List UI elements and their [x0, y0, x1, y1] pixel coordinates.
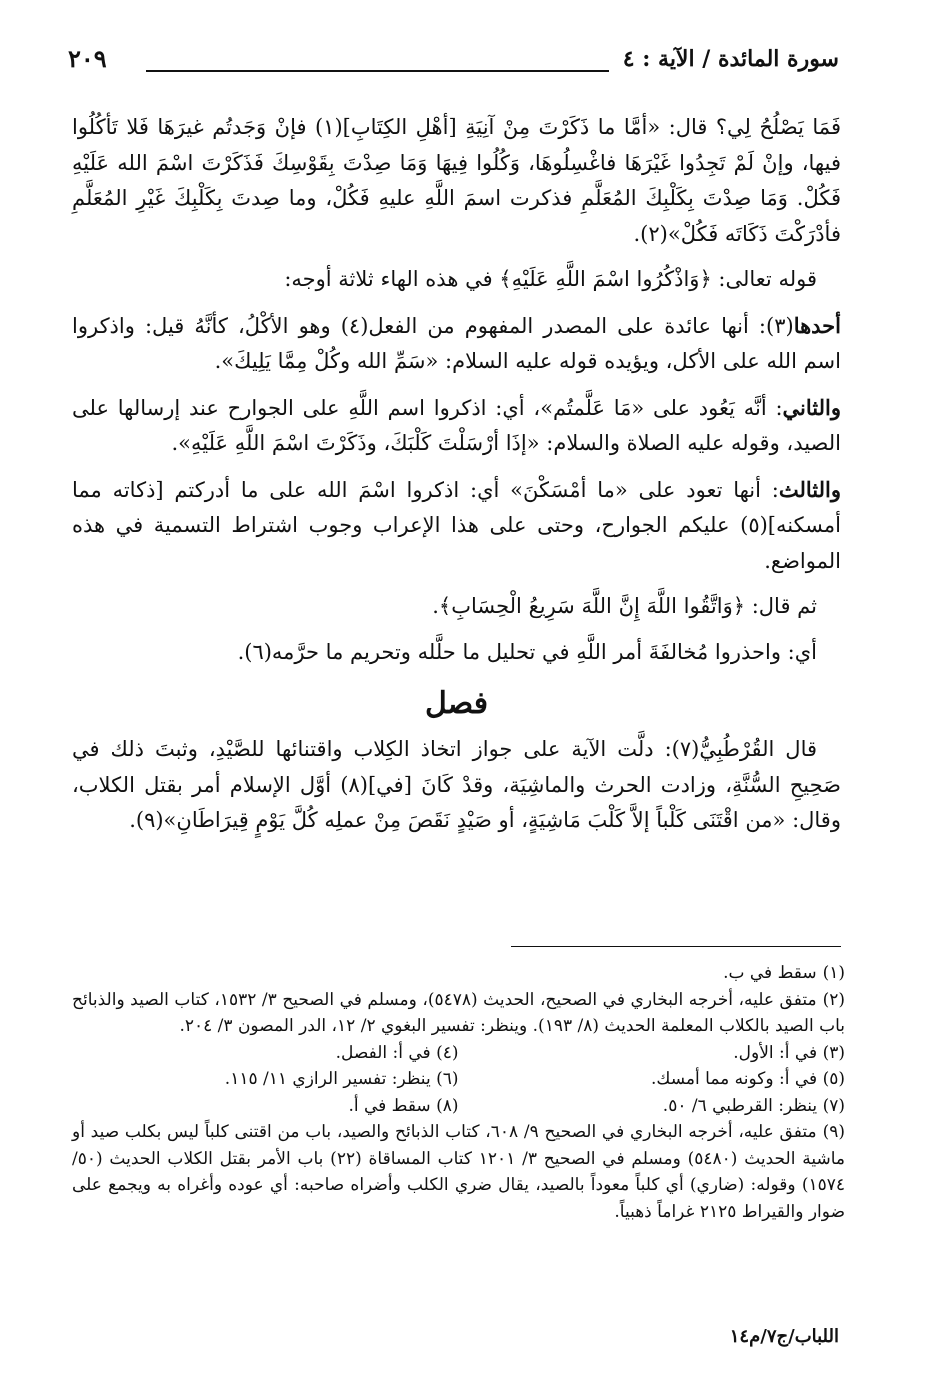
- footnote-text: سقط في ب.: [723, 963, 817, 983]
- paragraph-verse-intro: قوله تعالى: ﴿وَاذْكُرُوا اسْمَ اللَّهِ عَلَيْهِ﴾ في هذه الهاء ثلاثة أوجه:: [284, 267, 817, 291]
- footnote-row: [72, 1040, 845, 1067]
- paragraph-hadith: فَمَا يَصْلُحُ لِي؟ قال: «أمَّا ما ذَكَرْتَ مِنْ آنِيَةِ [أهْلِ الكِتَابِ](١) فإنْ وَجَدتُم غيرَهَا فَلا تَأكُلُوا فيها، وإنْ لَمْ تَجِدُوا غَيْرَهَا فاغْسِلُوهَا، وَكُلُوا فِيهَا وَمَا صِدْتَ بِقَوْسِكَ فَذَكَرْتَ اسْمَ الله عَلَيْهِ فَكُلْ. وَمَا صِدْتَ بِكَلْبِكَ المُعَلَّمِ فذكرت اسمَ اللَّهِ عليهِ فَكُلْ، وما صِدتَ بِكَلْبِكَ غَيْرِ المُعَلَّمِ فأدْرَكْتَ ذَكَاتَه فَكُلْ»(٢).: [72, 115, 841, 246]
- footnote-number: (١): [822, 963, 845, 983]
- aspect-label-third: والثالث: [778, 476, 841, 502]
- aspect-text-third: : أنها تعود على «ما أمْسَكْنَ» أي: اذكروا اسْمَ الله على ما أدركتم [ذكاته مما أمسكنه](٥) عليكم الجوارح، وحتى على هذا الإعراب وجوب اشتراط التسمية في هذه المواضع.: [72, 477, 841, 573]
- footnotes: [72, 960, 845, 1225]
- footnote-number: (٢): [822, 989, 845, 1010]
- footnote-number: (٨): [436, 1095, 459, 1116]
- header-rule: [146, 70, 609, 72]
- footnote-text: ينظر: تفسير الرازي ١١/ ١١٥.: [224, 1069, 431, 1089]
- aspect-label-second: والثاني: [782, 394, 841, 420]
- paragraph-qurtubi: قال القُرْطُبِيُّ(٧): دلَّت الآية على جواز اتخاذ الكِلاب واقتنائها للصَّيْدِ، وثبتَ ذلك في صَحِيحِ السُّنَّةِ، وزادت الحرث والماشِيَة، وقدْ كَانَ [في](٨) أوَّل الإسلام أمر بقتل الكلاب، وقال: «من اقْتَنَى كَلْباً إلاَّ كَلْبَ مَاشِيَةٍ، أو صَيْدٍ نَقَصَ مِنْ عملِه كُلَّ يَوْمٍ قِيرَاطَانِ»(٩).: [72, 737, 841, 832]
- main-text: [72, 110, 841, 849]
- footnote-number: (٦): [436, 1069, 459, 1089]
- footnote-number: (٧): [822, 1095, 845, 1116]
- footnote-7: [459, 1093, 846, 1120]
- page-header: [68, 44, 839, 84]
- footnote-2: [72, 987, 845, 1040]
- section-heading: فصل: [424, 686, 489, 721]
- footnote-6: [72, 1066, 459, 1093]
- paragraph-third-aspect: [72, 472, 841, 580]
- footnote-5: [459, 1066, 846, 1093]
- footnote-row: [72, 1066, 845, 1093]
- aspect-text-first: (٣): أنها عائدة على المصدر المفهوم من الفعل(٤) وهو الأكْلُ، كأنَّهُ قيل: واذكروا اسم الله على الأكل، ويؤيده قوله عليه السلام: «سَمِّ الله وكُلْ مِمَّا يَلِيكَ».: [72, 313, 841, 373]
- surah-title: سورة المائدة / الآية : ٤: [622, 46, 839, 72]
- footnote-4: [72, 1040, 459, 1067]
- footnote-text: متفق عليه، أخرجه البخاري في الصحيح، الحديث (٥٤٧٨)، ومسلم في الصحيح ٣/ ١٥٣٢، كتاب الصيد والذبائح باب الصيد بالكلاب المعلمة الحديث (٨/ ١٩٣). وينظر: تفسير البغوي ٢/ ١٢، الدر المصون ٣/ ٢٠٤.: [72, 989, 845, 1036]
- page-number: ٢٠٩: [68, 44, 107, 73]
- footnote-row: [72, 1093, 845, 1120]
- footnote-8: [72, 1093, 459, 1120]
- paragraph-explanation: أي: واحذروا مُخالفَةَ أمر اللَّهِ في تحليل ما حلَّله وتحريم ما حرَّمه(٦).: [237, 639, 817, 664]
- footnote-number: (٣): [822, 1042, 845, 1063]
- footnote-number: (٩): [822, 1122, 845, 1142]
- footnote-text: في أ: الأول.: [733, 1042, 818, 1063]
- aspect-label-first: أحدها: [793, 312, 841, 338]
- footnote-text: في أ: الفصل.: [335, 1042, 431, 1063]
- footnote-text: ينظر: القرطبي ٦/ ٥٠.: [662, 1095, 818, 1116]
- footnote-number: (٥): [822, 1069, 845, 1089]
- paragraph-second-aspect: [72, 390, 841, 462]
- paragraph-first-aspect: [72, 308, 841, 380]
- footnote-separator: [511, 946, 841, 947]
- footnote-text: سقط في أ.: [348, 1095, 431, 1116]
- footnote-number: (٤): [436, 1042, 459, 1063]
- footnote-1: [72, 960, 845, 987]
- footnote-text: متفق عليه، أخرجه البخاري في الصحيح ٩/ ٦٠٨، كتاب الذبائح والصيد، باب من اقتنى كلباً ليس بكلب صيد أو ماشية الحديث (٥٤٨٠) ومسلم في الصحيح ٣/ ١٢٠١ كتاب المساقاة (٢٢) باب الأمر بقتل الكلاب الحديث (٥٠/ ١٥٧٤) وقوله: (ضاري) أي كلباً معوداً بالصيد، يقال ضري الكلب وأضراه صاحبه: أي عوده وأغراه به ويجمع على ضوار والقيراط ٢١٢٥ غراماً ذهبياً.: [72, 1122, 845, 1222]
- footnote-text: في أ: وكونه مما أمسك.: [651, 1069, 818, 1089]
- aspect-text-second: : أنَّه يَعُود على «مَا عَلَّمتُم»، أي: اذكروا اسم اللَّهِ على الجوارح عند إرسالها على الصيد، وقوله عليه الصلاة والسلام: «إذَا أرْسَلْتَ كَلْبَكَ، وذَكَرْتَ اسْمَ اللَّهِ عَلَيْهِ».: [72, 395, 841, 455]
- footnote-9: [72, 1119, 845, 1225]
- footnote-3: [459, 1040, 846, 1067]
- volume-signature: اللباب/ج٧/م١٤: [729, 1326, 839, 1347]
- paragraph-verse-end: ثم قال: ﴿وَاتَّقُوا اللَّهَ إِنَّ اللَّهَ سَرِيعُ الْحِسَابِ﴾.: [432, 594, 817, 618]
